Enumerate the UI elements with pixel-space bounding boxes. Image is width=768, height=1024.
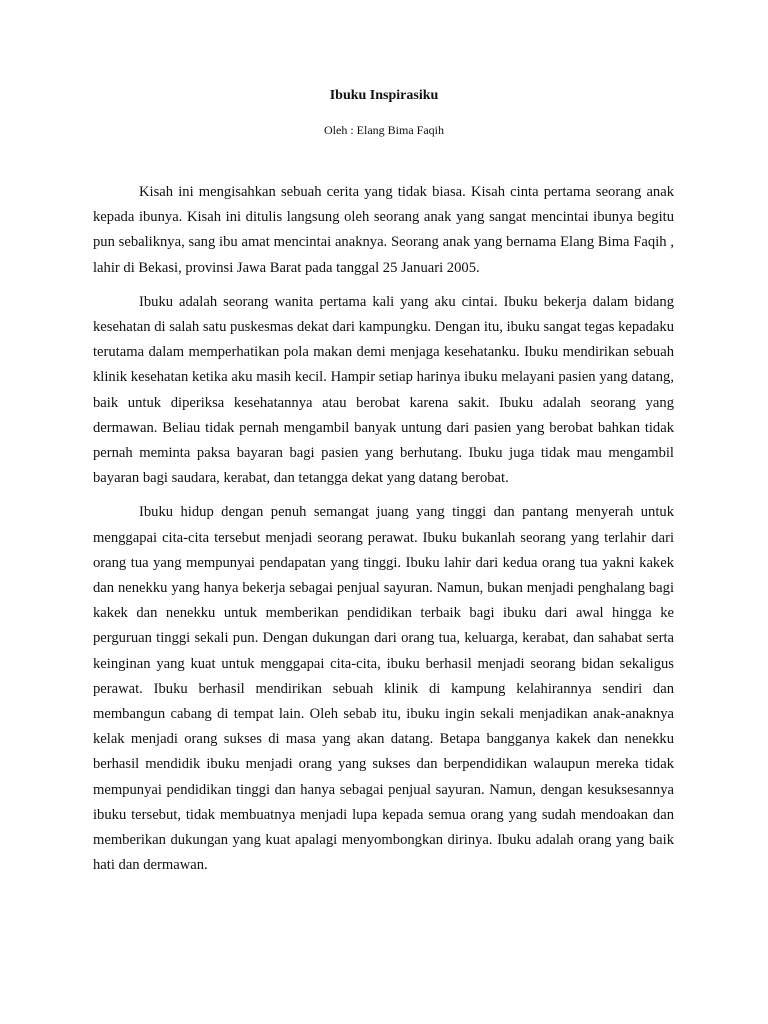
- document-body: [93, 180, 674, 887]
- document-byline: Oleh : Elang Bima Faqih: [324, 123, 444, 137]
- paragraph-1: Kisah ini mengisahkan sebuah cerita yang tidak biasa. Kisah cinta pertama seorang anak kepada ibunya. Kisah ini ditulis langsung oleh seorang anak yang sangat mencintai ibunya begitu pun sebaliknya, sang ibu amat mencintai anaknya. Seorang anak yang bernama Elang Bima Faqih , lahir di Bekasi, provinsi Jawa Barat pada tanggal 25 Januari 2005.: [93, 184, 674, 276]
- paragraph-3: Ibuku hidup dengan penuh semangat juang yang tinggi dan pantang menyerah untuk menggapai cita-cita tersebut menjadi seorang perawat. Ibuku bukanlah seorang yang terlahir dari orang tua yang mempunyai pendapatan yang tinggi. Ibuku lahir dari kedua orang tua yakni kakek dan nenekku yang hanya bekerja sebagai penjual sayuran. Namun, bukan menjadi penghalang bagi kakek dan nenekku untuk memberikan pendidikan terbaik bagi ibuku dari awal hingga ke perguruan tinggi sekali pun. Dengan dukungan dari orang tua, keluarga, kerabat, dan sahabat serta keinginan yang kuat untuk menggapai cita-cita, ibuku berhasil menjadi seorang bidan sekaligus perawat. Ibuku berhasil mendirikan sebuah klinik di kampung kelahirannya sendiri dan membangun cabang di tempat lain. Oleh sebab itu, ibuku ingin sekali menjadikan anak-anaknya kelak menjadi orang sukses di masa yang akan datang. Betapa bangganya kakek dan nenekku berhasil mendidik ibuku menjadi orang yang sukses dan berpendidikan walaupun mereka tidak mempunyai pendidikan tinggi dan hanya sebagai penjual sayuran. Namun, dengan kesuksesannya ibuku tersebut, tidak membuatnya menjadi lupa kepada semua orang yang sudah mendoakan dan memberikan dukungan yang kuat apalagi menyombongkan dirinya. Ibuku adalah orang yang baik hati dan dermawan.: [93, 504, 674, 874]
- document-title: Ibuku Inspirasiku: [329, 88, 439, 103]
- paragraph-2: Ibuku adalah seorang wanita pertama kali yang aku cintai. Ibuku bekerja dalam bidang kesehatan di salah satu puskesmas dekat dari kampungku. Dengan itu, ibuku sangat tegas kepadaku terutama dalam memperhatikan pola makan demi menjaga kesehatanku. Ibuku mendirikan sebuah klinik kesehatan ketika aku masih kecil. Hampir setiap harinya ibuku melayani pasien yang datang, baik untuk diperiksa kesehatannya atau berobat karena sakit. Ibuku adalah seorang yang dermawan. Beliau tidak pernah mengambil banyak untung dari pasien yang berobat bahkan tidak pernah meminta paksa bayaran bagi pasien yang berhutang. Ibuku juga tidak mau mengambil bayaran bagi saudara, kerabat, dan tetangga dekat yang datang berobat.: [93, 293, 674, 487]
